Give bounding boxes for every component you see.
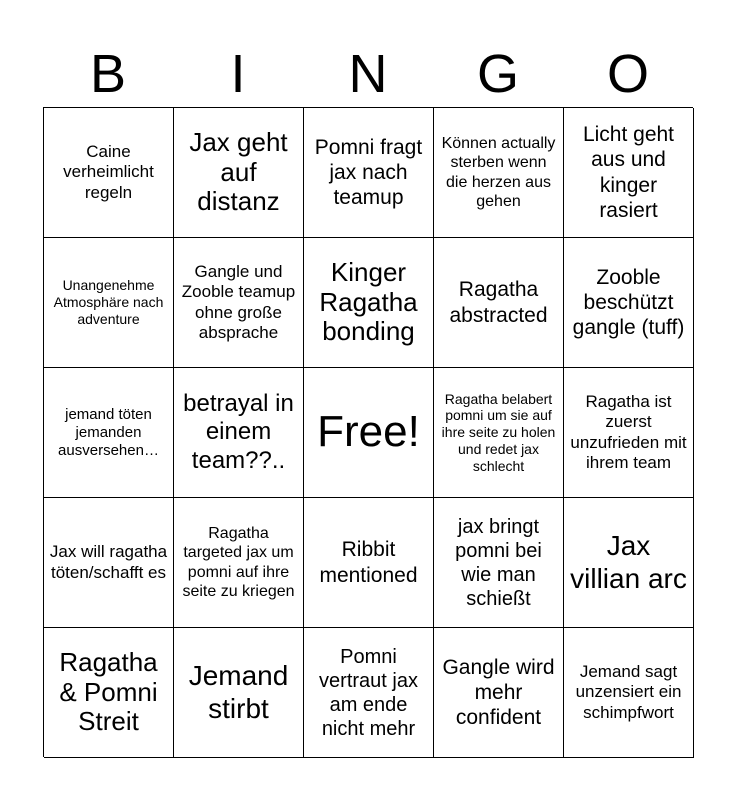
bingo-cell[interactable] xyxy=(174,108,304,238)
cell-text: Unangenehme Atmosphäre nach adventure xyxy=(53,277,164,327)
bingo-cell[interactable] xyxy=(174,368,304,498)
cell-text: Jax will ragatha töten/schafft es xyxy=(49,542,168,582)
cell-text: betrayal in einem team??.. xyxy=(183,390,294,474)
cell-text: Zooble beschützt gangle (tuff) xyxy=(572,265,685,340)
bingo-cell[interactable] xyxy=(44,498,174,628)
bingo-header xyxy=(43,40,693,108)
header-letter-i: I xyxy=(230,44,246,104)
bingo-cell[interactable] xyxy=(564,368,694,498)
cell-text: Caine verheimlicht regeln xyxy=(63,141,154,202)
bingo-cell[interactable] xyxy=(304,628,434,758)
bingo-cell[interactable] xyxy=(304,498,434,628)
header-letter-n: N xyxy=(348,44,388,104)
bingo-cell[interactable] xyxy=(44,108,174,238)
header-letter-o: O xyxy=(606,44,649,104)
bingo-cell[interactable] xyxy=(304,108,434,238)
bingo-cell[interactable] xyxy=(564,628,694,758)
cell-text: Können actually sterben wenn die herzen aus gehen xyxy=(441,135,556,210)
bingo-cell[interactable] xyxy=(434,628,564,758)
bingo-cell[interactable] xyxy=(434,368,564,498)
header-letter-g: G xyxy=(476,44,519,104)
header-letter-b: B xyxy=(89,44,127,104)
bingo-cell[interactable] xyxy=(44,368,174,498)
bingo-cell[interactable] xyxy=(174,498,304,628)
cell-text: Ragatha & Pomni Streit xyxy=(59,646,158,737)
cell-text: Jax villian arc xyxy=(570,530,687,594)
cell-text: Pomni fragt jax nach teamup xyxy=(314,135,423,210)
cell-text: Gangle und Zooble teamup ohne große absprache xyxy=(181,261,296,342)
bingo-cell[interactable] xyxy=(44,238,174,368)
free-space[interactable] xyxy=(304,368,434,498)
cell-text: jemand töten jemanden ausversehen… xyxy=(58,405,159,459)
cell-text: Kinger Ragatha bonding xyxy=(319,256,418,347)
cell-text: Jax geht auf distanz xyxy=(189,126,288,217)
cell-text: Ragatha abstracted xyxy=(449,278,548,327)
bingo-cell[interactable] xyxy=(174,238,304,368)
cell-text: Gangle wird mehr confident xyxy=(442,655,555,730)
bingo-cell[interactable] xyxy=(564,108,694,238)
cell-text: jax bringt pomni bei wie man schießt xyxy=(455,515,542,610)
bingo-cell[interactable] xyxy=(44,628,174,758)
cell-text: Ragatha targeted jax um pomni auf ihre seite zu kriegen xyxy=(182,525,295,600)
free-space-text: Free! xyxy=(317,407,420,457)
cell-text: Jemand sagt unzensiert ein schimpfwort xyxy=(575,661,682,722)
cell-text: Ribbit mentioned xyxy=(319,538,418,587)
bingo-grid xyxy=(43,107,693,757)
bingo-cell[interactable] xyxy=(174,628,304,758)
cell-text: Ragatha belabert pomni um sie auf ihre seite zu holen und redet jax schlecht xyxy=(441,390,556,474)
cell-text: Ragatha ist zuerst unzufrieden mit ihrem team xyxy=(570,391,687,472)
bingo-cell[interactable] xyxy=(434,498,564,628)
bingo-cell[interactable] xyxy=(434,238,564,368)
bingo-cell[interactable] xyxy=(304,238,434,368)
cell-text: Jemand stirbt xyxy=(188,660,289,724)
bingo-cell[interactable] xyxy=(564,238,694,368)
cell-text: Pomni vertraut jax am ende nicht mehr xyxy=(319,645,418,740)
cell-text: Licht geht aus und kinger rasiert xyxy=(582,123,675,222)
bingo-cell[interactable] xyxy=(434,108,564,238)
bingo-cell[interactable] xyxy=(564,498,694,628)
